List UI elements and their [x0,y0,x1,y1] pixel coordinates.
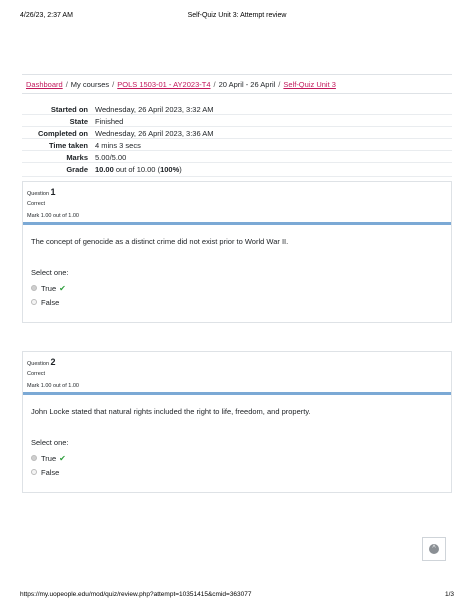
option-label: False [41,297,60,307]
answer-option-true[interactable] [31,451,443,465]
breadcrumb-separator: / [112,80,115,89]
option-label: True [41,283,57,293]
summary-value: Wednesday, 26 April 2023, 3:32 AM [95,105,214,114]
answer-option-false[interactable] [31,465,443,479]
check-icon: ✔ [59,453,66,463]
question-state: Correct [27,201,46,207]
summary-divider [22,126,452,127]
breadcrumb-separator: / [213,80,216,89]
grade-middle: out of 10.00 ( [113,165,161,174]
question-content [23,395,451,487]
question-info [23,182,451,222]
question-content [23,225,451,317]
breadcrumb-separator: / [278,80,281,89]
grade-percent: 100% [160,165,180,174]
question-number: 2 [50,357,56,367]
summary-divider [22,150,452,151]
question-card-2 [22,351,452,493]
breadcrumb-quiz[interactable]: Self-Quiz Unit 3 [283,80,336,89]
summary-label: Marks [66,153,88,162]
answer-option-true[interactable] [31,281,443,295]
answer-option-false[interactable] [31,295,443,309]
question-mark: Mark 1.00 out of 1.00 [27,213,79,219]
summary-divider [22,114,452,115]
breadcrumb-my-courses: My courses [70,80,110,89]
chevron-up-icon: ^ [429,544,439,554]
answer-prompt: Select one: [31,438,69,447]
summary-label: State [69,117,88,126]
summary-value: Wednesday, 26 April 2023, 3:36 AM [95,129,214,138]
question-mark: Mark 1.00 out of 1.00 [27,383,79,389]
summary-label: Started on [50,105,88,114]
print-url: https://my.uopeople.edu/mod/quiz/review.php?attempt=10351415&cmid=363077 [20,591,252,598]
summary-label: Time taken [48,141,88,150]
option-label: True [41,453,57,463]
print-footer [20,591,454,603]
breadcrumb [22,74,452,94]
print-datetime: 4/26/23, 2:37 AM [20,12,73,19]
radio-button[interactable] [31,285,37,291]
summary-label: Grade [66,165,88,174]
grade-score: 10.00 [95,165,114,174]
radio-button[interactable] [31,455,37,461]
question-word: Question [27,191,50,197]
scroll-to-top-button[interactable] [422,537,446,561]
summary-value: 4 mins 3 secs [95,141,141,150]
summary-value: Finished [95,117,124,126]
breadcrumb-week: 20 April - 26 April [218,80,276,89]
breadcrumb-course[interactable]: POLS 1503-01 - AY2023-T4 [117,80,211,89]
answer-prompt: Select one: [31,268,69,277]
summary-divider [22,176,452,177]
question-word: Question [27,361,50,367]
question-info [23,352,451,392]
breadcrumb-separator: / [65,80,68,89]
print-header [20,12,454,24]
question-number-line [27,186,447,198]
summary-divider [22,138,452,139]
question-number-line [27,356,447,368]
summary-label: Completed on [38,129,88,138]
summary-divider [22,162,452,163]
option-label: False [41,467,60,477]
summary-grade-value [95,164,452,176]
summary-row-grade [22,164,452,176]
question-text: John Locke stated that natural rights included the right to life, freedom, and property. [31,407,311,416]
print-title: Self-Quiz Unit 3: Attempt review [187,12,287,19]
question-text: The concept of genocide as a distinct crime did not exist prior to World War II. [31,237,289,246]
check-icon: ✔ [59,283,66,293]
radio-button[interactable] [31,299,37,305]
breadcrumb-dashboard[interactable]: Dashboard [26,80,63,89]
print-page-number: 1/3 [444,591,454,598]
question-state: Correct [27,371,46,377]
question-card-1 [22,181,452,323]
radio-button[interactable] [31,469,37,475]
grade-end: ) [179,165,182,174]
summary-value: 5.00/5.00 [95,153,127,162]
question-number: 1 [50,187,56,197]
